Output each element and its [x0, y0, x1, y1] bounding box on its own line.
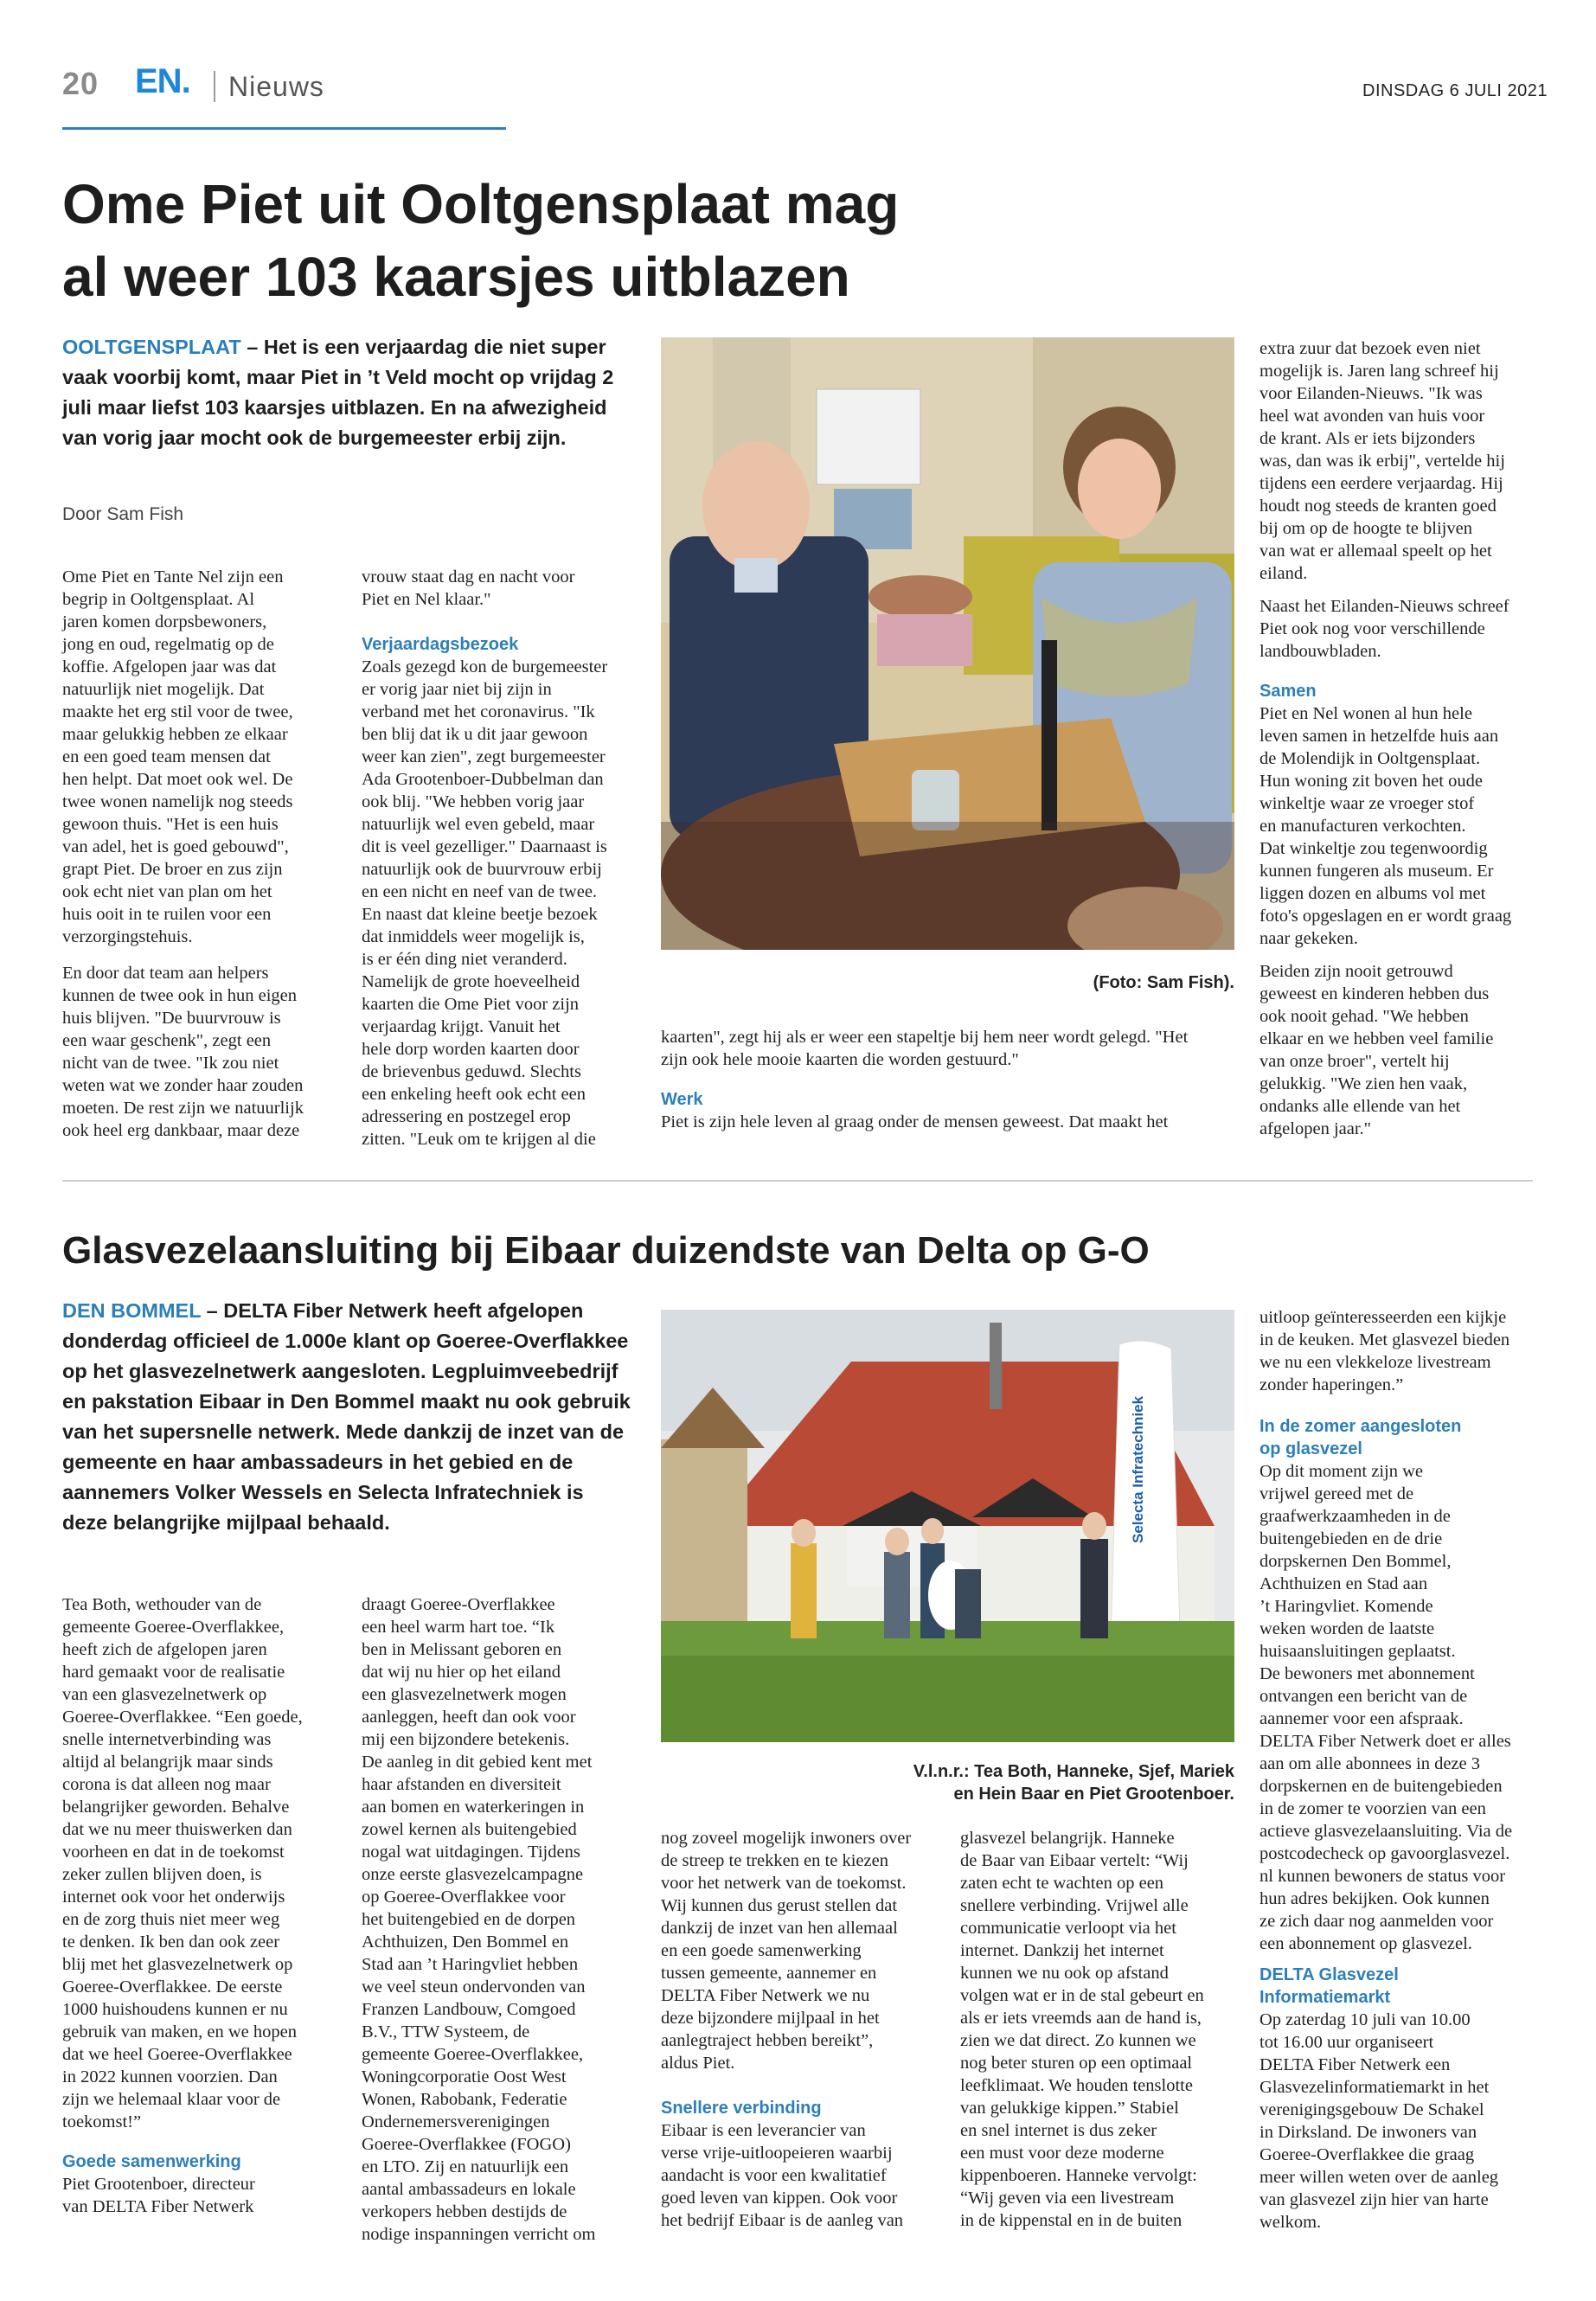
article2-col5a: uitloop geïnteresseerden een kijkje in de keuken. Met glasvezel bieden we nu een vlekkeloze livestream zonder haperingen.”	[1259, 1308, 1510, 1394]
article-separator	[62, 1180, 1533, 1182]
issue-date: DINSDAG 6 JULI 2021	[1362, 81, 1548, 100]
article1-col3a: kaarten", zegt hij als er weer een stapeltje bij hem neer wordt gelegd. "Het zijn ook hele mooie kaarten die worden gestuurd."	[661, 1028, 1189, 1069]
article2-col1-subhead: Goede samenwerking	[62, 2152, 241, 2171]
article2-col1b: Piet Grootenboer, directeur van DELTA Fiber Netwerk	[62, 2175, 255, 2216]
article1-lead-text: – Het is een verjaardag die niet super vaak voorbij komt, maar Piet in ’t Veld mocht op vrijdag 2 juli maar liefst 103 kaarsjes uitblazen. En na afwezigheid van vorig jaar mocht ook de burgemeester erbij zijn.	[62, 336, 614, 449]
article1-col2-subhead: Verjaardagsbezoek	[362, 635, 519, 654]
article1-col2b: Zoals gezegd kon de burgemeester er vorig jaar niet bij zijn in verband met het coronavirus. "Ik ben blij dat ik u dit jaar gewoon weer kan zien", zegt burgemeester Ada Grootenboer-Dubbelman dan ook blij. "We hebben vorig jaar natuurlijk wel even gebeld, maar dit is veel gezelliger." Daarnaast is natuurlijk ook de buurvrouw erbij en een nicht en neef van de twee. En naast dat kleine beetje bezoek dat inmiddels weer mogelijk is, is er één ding niet veranderd. Namelijk de grote hoeveelheid kaarten die Ome Piet voor zijn verjaardag krijgt. Vanuit het hele dorp worden kaarten door de brievenbus geduwd. Slechts een enkeling heeft ook echt een adressering en postzegel erop zitten. "Leuk om te krijgen al die	[362, 657, 608, 1149]
article2-col4: glasvezel belangrijk. Hanneke de Baar van Eibaar vertelt: “Wij zaten echt te wachten op een snellere verbinding. Vrijwel alle communicatie verloopt via het internet. Dankzij het internet kunnen we nu ook op afstand volgen wat er in de stal gebeurt en als er iets vreemds aan de hand is, zien we dat direct. Zo kunnen we nog beter sturen op een optimaal leefklimaat. We houden tenslotte van gelukkige kippen.” Stabiel en snel internet is dus zeker een must voor deze moderne kippenboeren. Hanneke vervolgt: “Wij geven via een livestream in de kippenstal en in de buiten	[960, 1829, 1204, 2230]
article1-byline: Door Sam Fish	[62, 504, 184, 524]
page-number: 20	[62, 66, 99, 101]
article2-lead	[62, 1296, 633, 1538]
article1-col3b: Piet is zijn hele leven al graag onder de mensen geweest. Dat maakt het	[661, 1112, 1169, 1131]
article1-photo-caption: (Foto: Sam Fish).	[1093, 973, 1234, 992]
article2-col5b: Op dit moment zijn we vrijwel gereed met de graafwerkzaamheden in de buitengebieden en de drie dorpskernen Den Bommel, Achthuizen en Stad aan ’t Haringvliet. Komende weken worden de laatste huisaansluitingen geplaatst. De bewoners met abonnement ontvangen een bericht van de aannemer voor een afspraak. DELTA Fiber Netwerk doet er alles aan om alle abonnees in deze 3 dorpskernen en de buitengebieden in de zomer te voorzien van een actieve glasvezelaansluiting. Via de postcodecheck op gavoorglasvezel. nl kunnen bewoners de status voor hun adres bekijken. Ook kunnen ze zich daar nog aanmelden voor een abonnement op glasvezel.	[1259, 1462, 1513, 1953]
article2-photo-caption-line1: V.l.n.r.: Tea Both, Hanneke, Sjef, Mariek	[913, 1762, 1234, 1781]
article1-col4c: Piet en Nel wonen al hun hele leven samen in hetzelfde huis aan de Molendijk in Ooltgensplaat. Hun woning zit boven het oude winkeltje waar ze vroeger stof en manufacturen verkochten. Dat winkeltje zou tegenwoordig kunnen fungeren als museum. Er liggen dozen en albums vol met foto's opgeslagen en er wordt graag naar gekeken.	[1259, 704, 1512, 948]
article1-photo	[661, 337, 1234, 950]
header-divider	[214, 71, 215, 102]
article1-col4-subhead: Samen	[1259, 682, 1317, 701]
group-photo-illustration	[661, 1310, 1234, 1742]
article1-headline-line1: Ome Piet uit Ooltgensplaat mag	[62, 173, 900, 235]
article2-photo	[661, 1310, 1234, 1742]
article2-lead-text: – DELTA Fiber Netwerk heeft afgelopen donderdag officieel de 1.000e klant op Goeree-Overflakkee op het glasvezelnetwerk aangesloten. Legpluimveebedrijf en pakstation Eibaar in Den Bommel maakt nu ook gebruik van het supersnelle netwerk. Mede dankzij de inzet van de gemeente en haar ambassadeurs in het gebied en de aannemers Volker Wessels en Selecta Infratechniek is deze belangrijke mijlpaal behaald.	[62, 1299, 631, 1534]
article1-col1b: En door dat team aan helpers kunnen de twee ook in hun eigen huis blijven. "De buurvrouw is een waar geschenk", zegt een nicht van de twee. "Ik zou niet weten wat we zonder haar zouden moeten. De rest zijn we natuurlijk ook heel erg dankbaar, maar deze	[62, 964, 304, 1140]
article2-col5-subhead1: In de zomer aangesloten op glasvezel	[1259, 1417, 1462, 1458]
article1-dateline: OOLTGENSPLAAT	[62, 336, 241, 358]
article2-col5-subhead2: DELTA Glasvezel Informatiemarkt	[1259, 1965, 1399, 2007]
article2-dateline: DEN BOMMEL	[62, 1299, 202, 1322]
photo-banner-text: Selecta Infratechniek	[1130, 1395, 1146, 1543]
header-rule	[62, 127, 506, 130]
section-label: Nieuws	[228, 71, 324, 102]
article2-col1: Tea Both, wethouder van de gemeente Goeree-Overflakkee, heeft zich de afgelopen jaren hard gemaakt voor de realisatie van een glasvezelnetwerk op Goeree-Overflakkee. “Een goede, snelle internetverbinding was altijd al belangrijk maar sinds corona is dat alleen nog maar belangrijker geworden. Behalve dat we nu meer thuiswerken dan voorheen en dat in de toekomst zeker zullen blijven doen, is internet ook voor het onderwijs en de zorg thuis niet meer weg te denken. Ik ben dan ook zeer blij met het glasvezelnetwerk op Goeree-Overflakkee. De eerste 1000 huishoudens kunnen er nu gebruik van maken, en we hopen dat we heel Goeree-Overflakkee in 2022 kunnen voorzien. Dan zijn we helemaal klaar voor de toekomst!”	[62, 1595, 303, 2131]
article2-photo-caption-line2: en Hein Baar en Piet Grootenboer.	[953, 1785, 1234, 1804]
article1-col1: Ome Piet en Tante Nel zijn een begrip in Ooltgensplaat. Al jaren komen dorpsbewoners, jong en oud, regelmatig op de koffie. Afgelopen jaar was dat natuurlijk niet mogelijk. Dat maakte het erg stil voor de twee, maar gelukkig hebben ze elkaar en een goed team mensen dat hen helpt. Dat moet ook wel. De twee wonen namelijk nog steeds gewoon thuis. "Het is een huis van adel, het is goed gebouwd", grapt Piet. De broer en zus zijn ook echt niet van plan om het huis ooit in te ruilen voor een verzorgingstehuis.	[62, 567, 293, 946]
article1-lead	[62, 332, 633, 453]
article2-headline: Glasvezelaansluiting bij Eibaar duizendste van Delta op G-O	[62, 1229, 1150, 1272]
article1-headline	[62, 168, 1273, 313]
article1-col3-subhead: Werk	[661, 1090, 703, 1109]
brand-logo: EN.	[135, 62, 190, 100]
article2-col2: draagt Goeree-Overflakkee een heel warm hart toe. “Ik ben in Melissant geboren en dat wij nu hier op het eiland een glasvezelnetwerk mogen aanleggen, heeft dan ook voor mij een bijzondere betekenis. De aanleg in dit gebied kent met haar afstanden en diversiteit aan bomen en waterkeringen in zowel kernen als buitengebied nogal wat uitdagingen. Tijdens onze eerste glasvezelcampagne op Goeree-Overflakkee voor het buitengebied en de dorpen Achthuizen, Den Bommel en Stad aan ’t Haringvliet hebben we veel steun ondervonden van Franzen Landbouw, Comgoed B.V., TTW Systeem, de gemeente Goeree-Overflakkee, Woningcorporatie Oost West Wonen, Rabobank, Federatie Ondernemersverenigingen Goeree-Overflakkee (FOGO) en LTO. Zij en natuurlijk een aantal ambassadeurs en lokale verkopers hebben destijds de nodige inspanningen verricht om	[362, 1595, 596, 2244]
article1-headline-line2: al weer 103 kaarsjes uitblazen	[62, 246, 850, 308]
article1-col4b: Naast het Eilanden-Nieuws schreef Piet ook nog voor verschillende landbouwbladen.	[1259, 597, 1509, 661]
article2-col3: nog zoveel mogelijk inwoners over de streep te trekken en te kiezen voor het netwerk van de toekomst. Wij kunnen dus gerust stellen dat dankzij de inzet van hen allemaal en een goede samenwerking tussen gemeente, aannemer en DELTA Fiber Netwerk we nu deze bijzondere mijlpaal in het aanlegtraject hebben bereikt”, aldus Piet.	[661, 1829, 912, 2073]
article2-col5c: Op zaterdag 10 juli van 10.00 tot 16.00 uur organiseert DELTA Fiber Netwerk een Glasvezelinformatiemarkt in het verenigingsgebouw De Schakel in Dirksland. De inwoners van Goeree-Overflakkee die graag meer willen weten over de aanleg van glasvezel zijn hier van harte welkom.	[1259, 2010, 1499, 2232]
article1-col2a: vrouw staat dag en nacht voor Piet en Nel klaar."	[362, 567, 575, 609]
article2-col3b: Eibaar is een leverancier van verse vrije-uitloopeieren waarbij aandacht is voor een kwalitatief goed leven van kippen. Ook voor het bedrijf Eibaar is de aanleg van	[661, 2121, 904, 2230]
article1-col4a: extra zuur dat bezoek even niet mogelijk is. Jaren lang schreef hij voor Eilanden-Nieuws. "Ik was heel wat avonden van huis voor de krant. Als er iets bijzonders was, dan was ik erbij", vertelde hij tijdens een eerdere verjaardag. Hij houdt nog steeds de kranten goed bij om op de hoogte te blijven van wat er allemaal speelt op het eiland.	[1259, 339, 1505, 583]
article2-col3-subhead: Snellere verbinding	[661, 2099, 822, 2118]
article1-col4d: Beiden zijn nooit getrouwd geweest en kinderen hebben dus ook nooit gehad. "We hebben elkaar en we hebben veel familie van onze broer", vertelt hij gelukkig. "We zien hen vaak, ondanks alle ellende van het afgelopen jaar."	[1259, 962, 1494, 1138]
article2-photo-caption	[661, 1760, 1234, 1805]
portrait-photo-illustration	[661, 337, 1234, 950]
